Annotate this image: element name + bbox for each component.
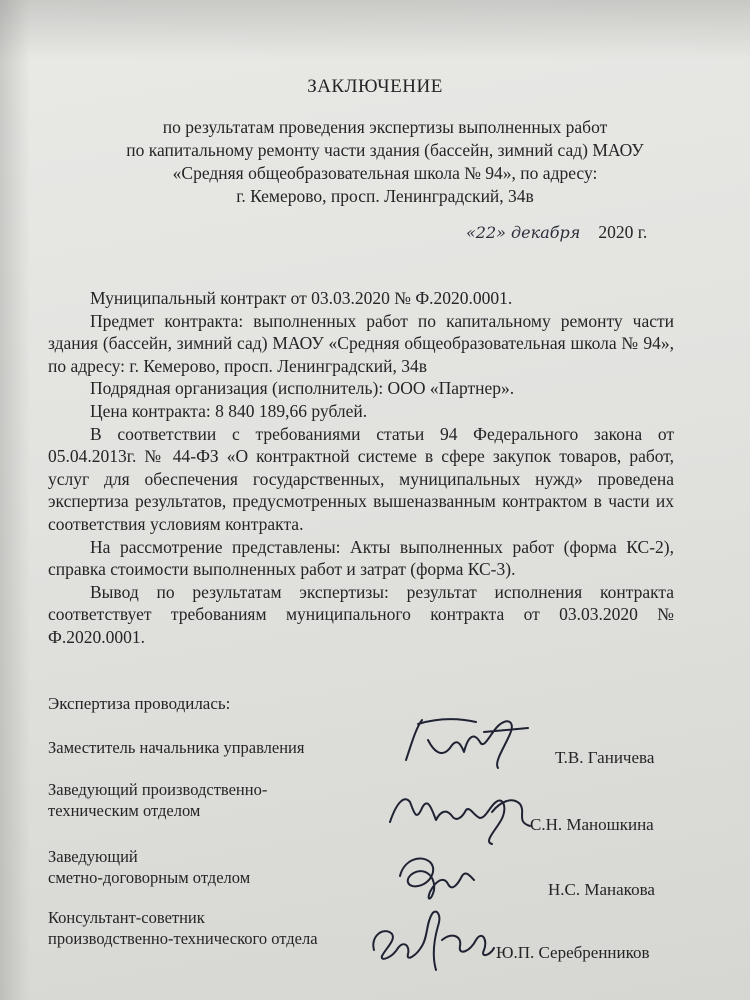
subtitle-line: г. Кемерово, просп. Ленинградский, 34в xyxy=(236,186,534,206)
signature-manakova xyxy=(390,846,490,906)
page-shadow-left xyxy=(0,0,30,1000)
expert-position xyxy=(48,907,318,949)
expert-name: Н.С. Манакова xyxy=(548,880,655,899)
paragraph-law: В соответствии с требованиями статьи 94 Федерального закона от 05.04.2013г. № 44-ФЗ «О контрактной системе в сфере закупок товаров, работ, услуг для обеспечения государственных, муниципальных нужд» проведена экспертиза результатов, предусмотренных вышеназванным контрактом в части их соответствия условиям контракта. xyxy=(48,423,674,534)
expert-position-line: производственно-технического отдела xyxy=(48,929,318,948)
expert-name: С.Н. Маношкина xyxy=(530,815,654,834)
subtitle-line: по результатам проведения экспертизы выполненных работ xyxy=(162,117,608,137)
signature-ganicheva xyxy=(398,712,548,774)
subtitle-line: по капитальному ремонту части здания (бассейн, зимний сад) МАОУ xyxy=(126,140,644,160)
document-body xyxy=(48,287,674,649)
experts-heading: Экспертиза проводилась: xyxy=(48,694,231,713)
page-shadow-top xyxy=(0,0,750,60)
signature-manoshkina xyxy=(380,782,550,852)
paragraph-contract: Муниципальный контракт от 03.03.2020 № Ф.2020.0001. xyxy=(90,288,513,308)
document-subtitle xyxy=(100,116,670,208)
expert-position xyxy=(48,779,267,821)
paragraph-conclusion: Вывод по результатам экспертизы: результат исполнения контракта соответствует требованиям муниципального контракта от 03.03.2020 № Ф.2020.0001. xyxy=(48,581,674,647)
expert-position-line: Заведующий xyxy=(48,847,138,866)
handwritten-date: «22» декабря xyxy=(466,223,581,242)
subtitle-line: «Средняя общеобразовательная школа № 94», по адресу: xyxy=(172,163,598,183)
document-date xyxy=(466,222,686,243)
paragraph-contractor: Подрядная организация (исполнитель): ООО «Партнер». xyxy=(90,378,515,399)
paragraph-price: Цена контракта: 8 840 189,66 рублей. xyxy=(90,400,368,421)
expert-name: Т.В. Ганичева xyxy=(555,748,655,767)
expert-position-line: Заведующий производственно- xyxy=(48,780,268,799)
document-title: ЗАКЛЮЧЕНИЕ xyxy=(307,76,443,97)
expert-name: Ю.П. Серебренников xyxy=(496,943,650,962)
expert-position-line: Консультант-советник xyxy=(48,908,205,927)
paragraph-subject: Предмет контракта: выполненных работ по капитальному ремонту части здания (бассейн, зимний сад) МАОУ «Средняя общеобразовательная школа № 94», по адресу: г. Кемерово, просп. Ленинградский, 34в xyxy=(48,310,674,376)
paragraph-submitted: На рассмотрение представлены: Акты выполненных работ (форма КС-2), справка стоимости выполненных работ и затрат (форма КС-3). xyxy=(48,536,674,580)
date-year: 2020 г. xyxy=(598,222,648,242)
expert-position-line: Заместитель начальника управления xyxy=(48,738,305,757)
expert-position-line: техническим отделом xyxy=(48,801,201,820)
expert-position xyxy=(48,846,250,888)
expert-position xyxy=(48,737,304,758)
signature-serebrennikov xyxy=(362,900,502,980)
expert-position-line: сметно-договорным отделом xyxy=(48,868,251,887)
